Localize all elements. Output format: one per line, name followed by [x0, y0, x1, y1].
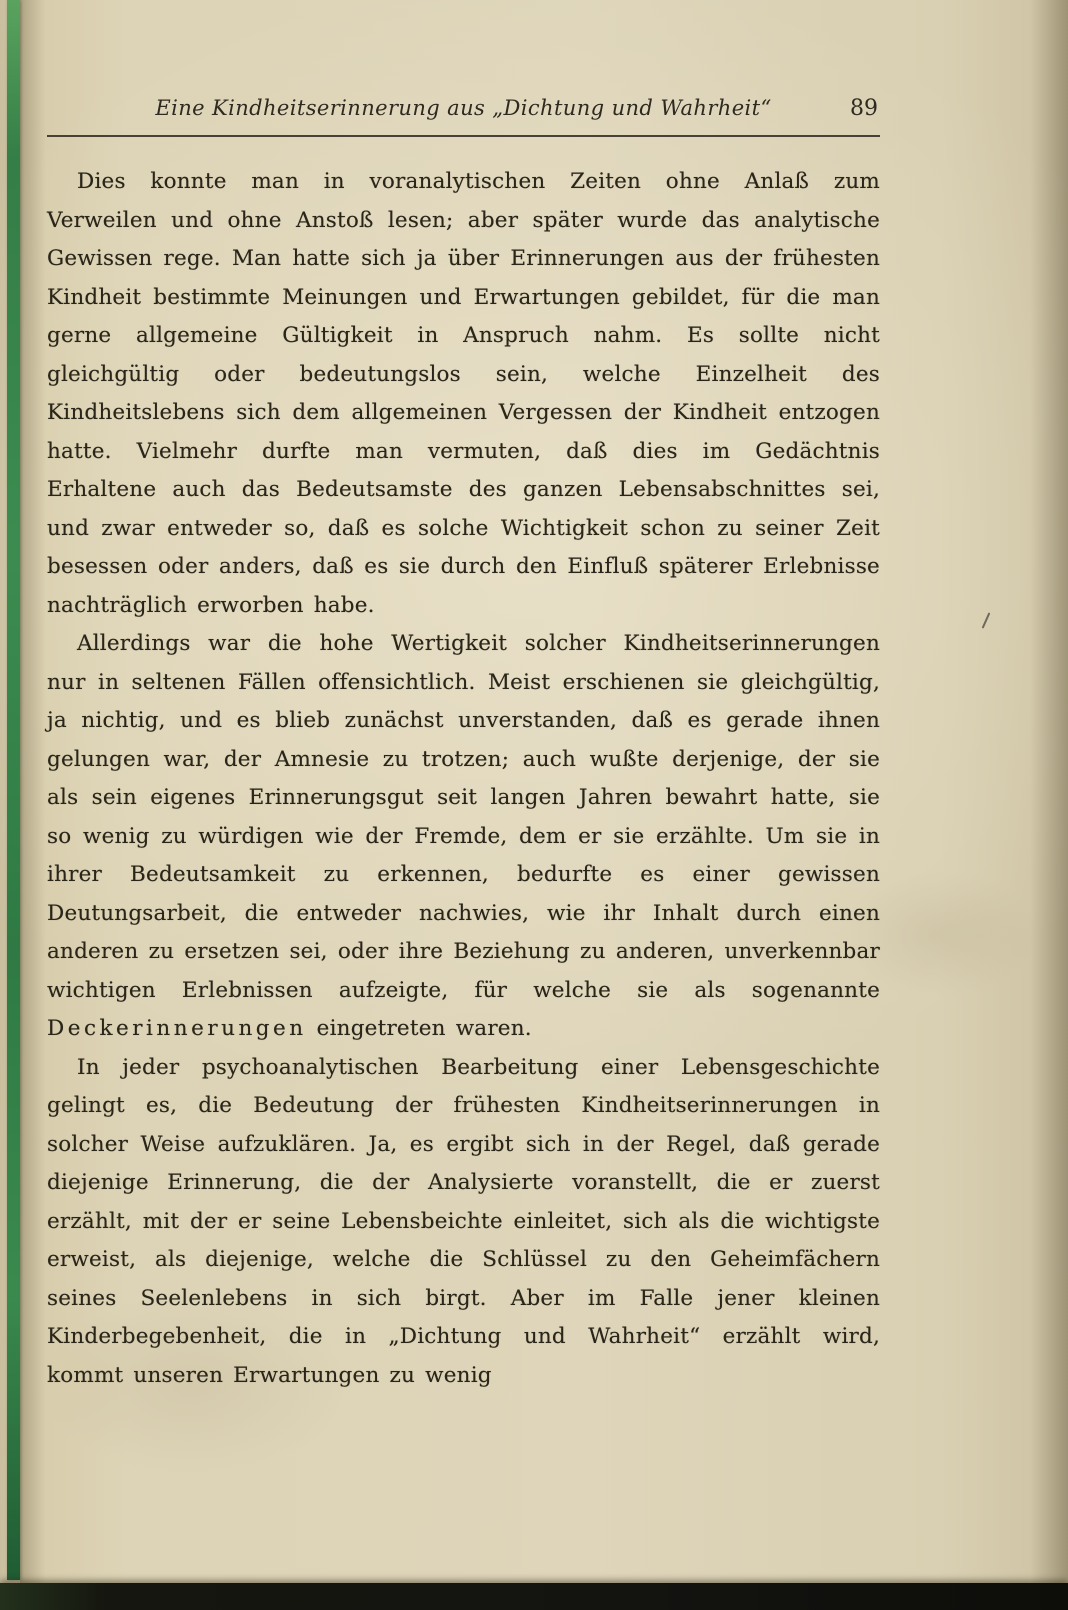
- page-content: [47, 96, 880, 1395]
- scan-left-edge-artifact: [7, 0, 20, 1580]
- paragraph-2: [47, 625, 880, 1049]
- emphasized-term-deckerinnerungen: Deckerinnerungen: [47, 1016, 307, 1041]
- running-header-title: Eine Kindheitserinnerung aus „Dichtung und Wahrheit“: [155, 96, 772, 120]
- left-edge-shadow: [20, 0, 46, 1583]
- page-number: 89: [850, 96, 878, 121]
- paragraph-3: In jeder psychoanalytischen Bearbeitung einer Lebensgeschichte gelingt es, die Bedeutung der frühesten Kindheitserinnerungen in solcher Weise aufzuklären. Ja, es ergibt sich in der Regel, daß gerade diejenige Erinnerung, die der Analysierte voranstellt, die er zuerst erzählt, mit der er seine Lebensbeichte einleitet, sich als die wichtigste erweist, als diejenige, welche die Schlüssel zu den Geheimfächern seines Seelenlebens in sich birgt. Aber im Falle jener kleinen Kinderbegebenheit, die in „Dichtung und Wahrheit“ erzählt wird, kommt unseren Erwartungen zu wenig: [47, 1054, 880, 1388]
- right-edge-shadow: [1030, 0, 1068, 1583]
- stray-ink-mark: [982, 612, 991, 628]
- paragraph-2-text-before: Allerdings war die hohe Wertigkeit solcher Kindheitserinnerungen nur in seltenen Fällen offensichtlich. Meist erschienen sie gleichgültig, ja nichtig, und es blieb zunächst unverstanden, daß es gerade ihnen gelungen war, der Amnesie zu trotzen; auch wußte derjenige, der sie als sein eigenes Erinnerungsgut seit langen Jahren bewahrt hatte, sie so wenig zu würdigen wie der Fremde, dem er sie erzählte. Um sie in ihrer Bedeutsamkeit zu erkennen, bedurfte es einer gewissen Deutungsarbeit, die entweder nachwies, wie ihr Inhalt durch einen anderen zu ersetzen sei, oder ihre Beziehung zu anderen, unverkennbar wichtigen Erlebnissen aufzeigte, für welche sie als sogenannte: [47, 631, 880, 1003]
- running-header: [47, 96, 880, 126]
- paragraph-1: Dies konnte man in voranalytischen Zeiten ohne Anlaß zum Verweilen und ohne Anstoß lesen; aber später wurde das analytische Gewissen rege. Man hatte sich ja über Erinnerungen aus der frühesten Kindheit bestimmte Meinungen und Erwartungen gebildet, für die man gerne allgemeine Gültigkeit in Anspruch nahm. Es sollte nicht gleichgültig oder bedeutungslos sein, welche Einzelheit des Kindheitslebens sich dem allgemeinen Vergessen der Kindheit entzogen hatte. Vielmehr durfte man vermuten, daß dies im Gedächtnis Erhaltene auch das Bedeutsamste des ganzen Lebensabschnittes sei, und zwar entweder so, daß es solche Wichtigkeit schon zu seiner Zeit besessen oder anders, daß es sie durch den Einfluß späterer Erlebnisse nachträglich erworben habe.: [47, 169, 880, 618]
- scan-bottom-edge-artifact: [0, 1583, 1068, 1610]
- page-body: [47, 163, 880, 1395]
- paragraph-2-text-after: eingetreten waren.: [306, 1016, 532, 1041]
- header-rule: [47, 135, 880, 137]
